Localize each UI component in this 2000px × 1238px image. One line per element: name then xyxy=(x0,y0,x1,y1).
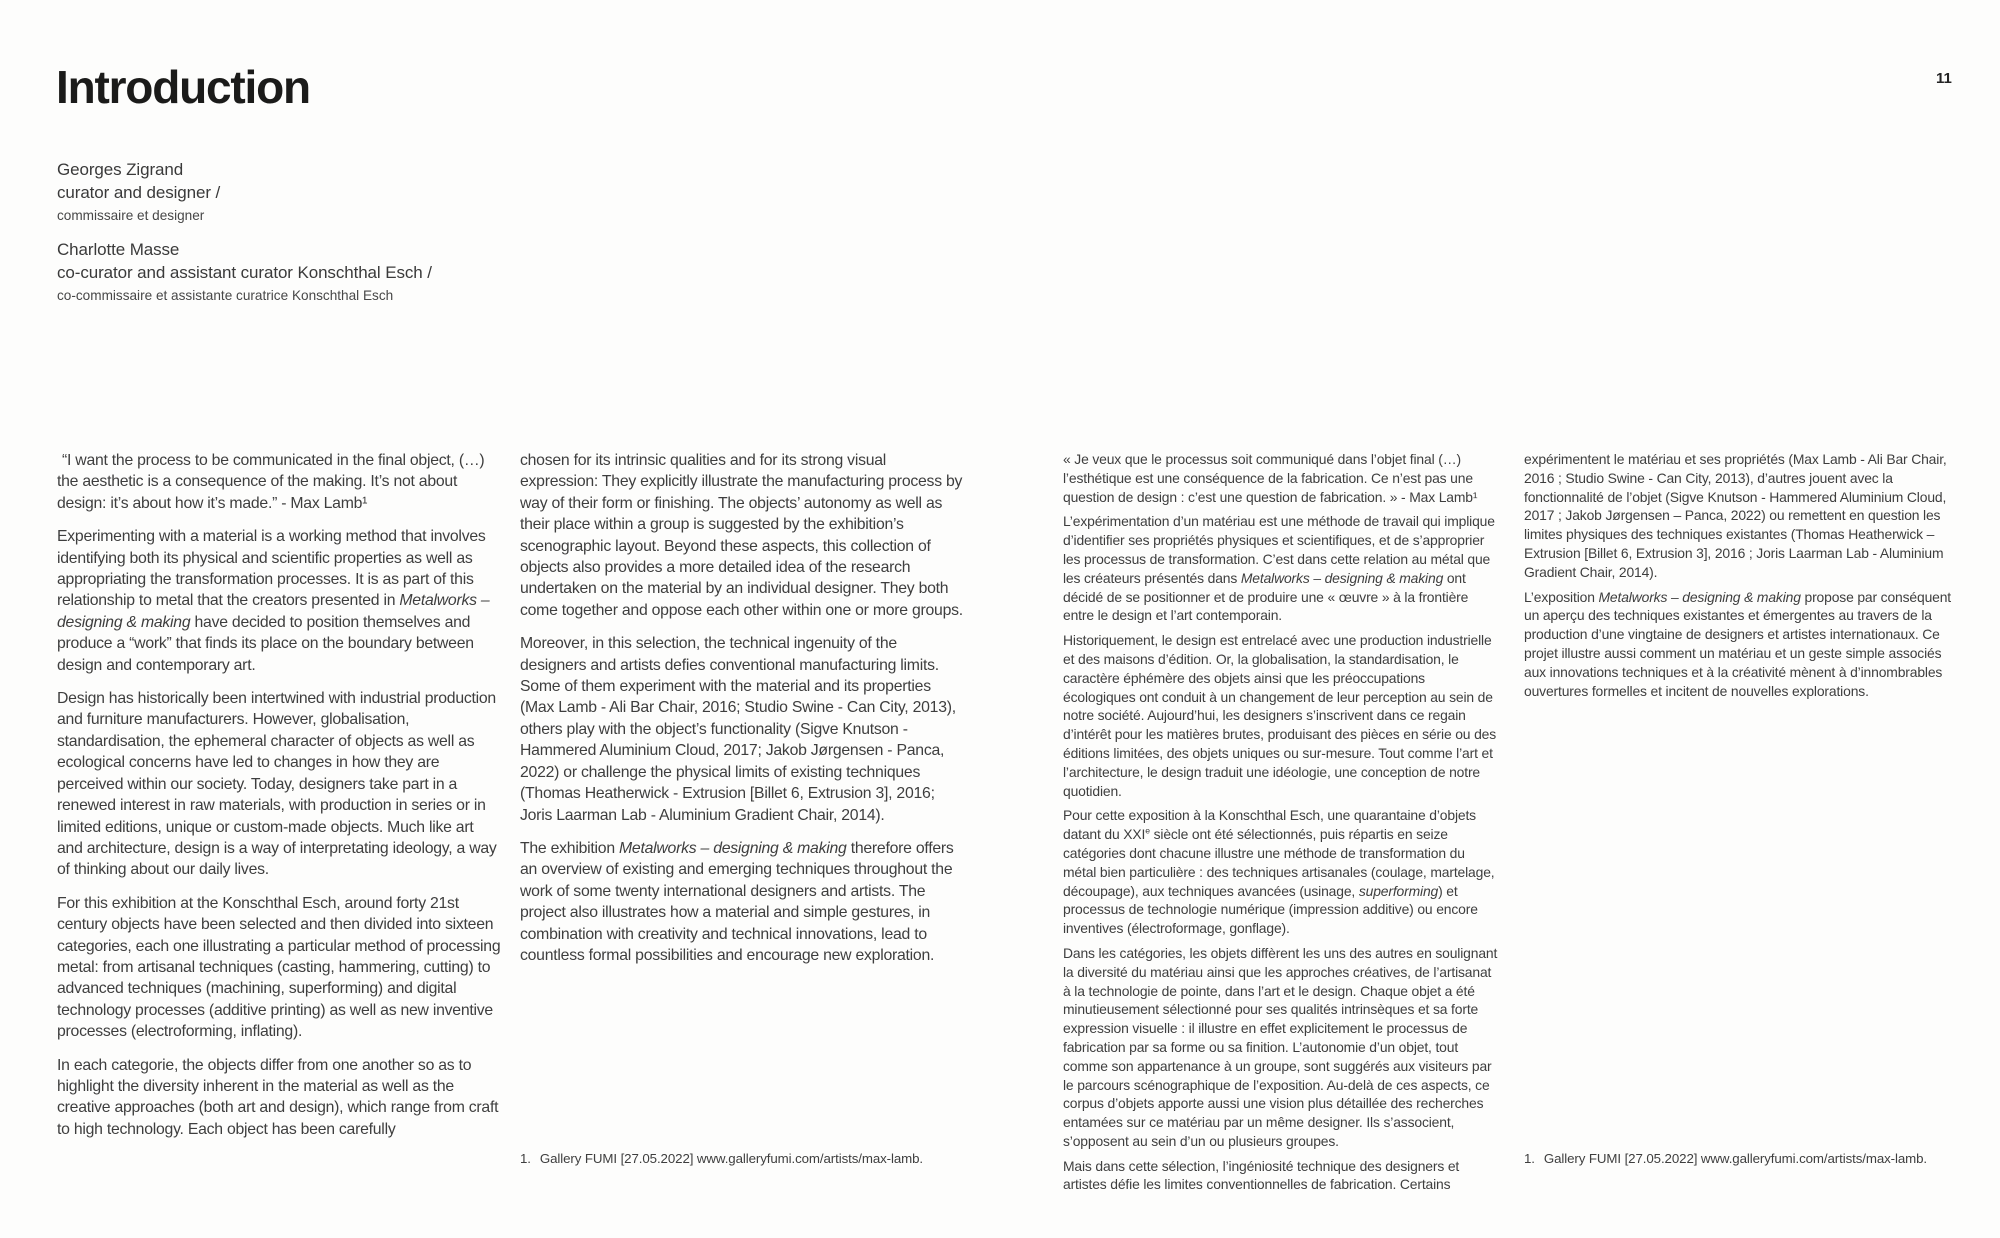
credit-name: Charlotte Masse xyxy=(57,240,180,259)
paragraph: Historiquement, le design est entrelacé avec une production industrielle et des maisons d’édition. Or, la globalisation, la standardisation, le caractère éphémère des objets ainsi que les préoccupations écologiques ont conduit à un changement de leur perception au sein de notre société. Aujourd’hui, les designers s’inscrivent dans ce regain d’intérêt pour les matières brutes, produisant des pièces en série ou des éditions limitées, des objets uniques ou sur-mesure. Tout comme l’art et l’architecture, le design traduit une idéologie, une conception de notre quotidien. xyxy=(1063,632,1497,799)
paragraph: Pour cette exposition à la Konschthal Esch, une quarantaine d’objets datant du XXIe siècle ont été sélectionnés, puis répartis en seize catégories dont chacune illustre une méthode de transformation du métal bien particulière : des techniques artisanales (coulage, martelage, découpage), aux techniques avancées (usinage, superforming) et processus de technologie numérique (impression additive) ou encore inventives (électroformage, gonflage). xyxy=(1063,807,1495,937)
footnote-french xyxy=(1524,1150,1927,1168)
page-title: Introduction xyxy=(56,61,310,113)
credit-name: Georges Zigrand xyxy=(57,160,184,179)
paragraph: L’exposition Metalworks – designing & making propose par conséquent un aperçu des techniques existantes et émergentes au travers de la production d’une vingtaine de designers et artistes internationaux. Ce projet illustre aussi comment un matériau et un geste simple associés aux innovations techniques et à la créativité mènent à d’innombrables ouvertures formelles et incitent de nouvelles explorations. xyxy=(1524,588,1952,699)
column-french-2 xyxy=(1524,450,1960,706)
page-number: 11 xyxy=(1936,70,1952,87)
footnote-number: 1. xyxy=(1524,1151,1535,1166)
column-english-2 xyxy=(520,450,966,978)
credit-entry xyxy=(57,158,657,225)
paragraph: Design has historically been intertwined with industrial production and furniture manufacturers. However, globalisation, standardisation, the ephemeral character of objects as well as ecological concerns have led to changes in how they are perceived within our society. Today, designers take part in a renewed interest in raw materials, with production in series or in limited editions, unique or custom-made objects. Much like art and architecture, design is a way of interpretating ideology, a way of thinking about our daily lives. xyxy=(57,690,497,879)
paragraph: Moreover, in this selection, the technical ingenuity of the designers and artists defies conventional manufacturing limits. Some of them experiment with the material and its properties (Max Lamb - Ali Bar Chair, 2016; Studio Swine - Can City, 2013), others play with the object’s functionality (Sigve Knutson - Hammered Aluminium Cloud, 2017; Jakob Jørgensen - Panca, 2022) or challenge the physical limits of existing techniques (Thomas Heatherwick - Extrusion [Billet 6, Extrusion 3], 2016; Joris Laarman Lab - Aluminium Gradient Chair, 2014). xyxy=(520,635,956,824)
footnote-english xyxy=(520,1150,923,1168)
paragraph: “I want the process to be communicated in the final object, (…) the aesthetic is a consequence of the making. It’s not about design: it’s about how it’s made.” - Max Lamb¹ xyxy=(57,452,485,512)
paragraph: L’expérimentation d’un matériau est une méthode de travail qui implique d’identifier ses propriétés physiques et scientifiques, et de s’approprier les processus de transformation. C’est dans cette relation au métal que les créateurs présentés dans Metalworks – designing & making ont décidé de se positionner et de produire une « œuvre » à la frontière entre le design et l’art contemporain. xyxy=(1063,513,1495,624)
credit-role-english: curator and designer / xyxy=(57,183,221,202)
paragraph: The exhibition Metalworks – designing & making therefore offers an overview of existing and emerging techniques throughout the work of some twenty international designers and artists. The project also illustrates how a material and simple gestures, in combination with creativity and technical innovations, lead to countless formal possibilities and encourage new exploration. xyxy=(520,839,954,964)
paragraph: Dans les catégories, les objets diffèrent les uns des autres en soulignant la diversité du matériau ainsi que les approches créatives, de l’artisanat à la technologie de pointe, dans l’art et le design. Chaque objet a été minutieusement sélectionné pour ses qualités intrinsèques et sa forte expression visuelle : il illustre en effet explicitement le processus de fabrication par sa forme ou sa finition. L’autonomie d’un objet, tout comme son appartenance à un groupe, sont suggérés aux visiteurs par le parcours scénographique de l’exposition. Au-delà de ces aspects, ce corpus d’objets apporte aussi une vision plus détaillée des recherches entamées sur ce matériau par un même designer. Ils s’associent, s’opposent au sein d’un ou plusieurs groupes. xyxy=(1063,944,1498,1149)
credit-role-french: commissaire et designer xyxy=(57,208,205,223)
credits-block xyxy=(57,158,657,318)
footnote-text: Gallery FUMI [27.05.2022] www.galleryfumi.com/artists/max-lamb. xyxy=(1543,1151,1928,1166)
credit-entry xyxy=(57,238,657,305)
paragraph: expérimentent le matériau et ses propriétés (Max Lamb - Ali Bar Chair, 2016 ; Studio Swine - Can City, 2013), d’autres jouent avec la fonctionnalité de l’objet (Sigve Knutson - Hammered Aluminium Cloud, 2017 ; Jakob Jørgensen – Panca, 2022) ou remettent en question les limites physiques des techniques existantes (Thomas Heatherwick – Extrusion [Billet 6, Extrusion 3], 2016 ; Joris Laarman Lab - Aluminium Gradient Chair, 2014). xyxy=(1524,451,1947,580)
column-english-1 xyxy=(57,450,503,1152)
footnote-number: 1. xyxy=(520,1151,531,1166)
paragraph: For this exhibition at the Konschthal Esch, around forty 21st century objects have been selected and then divided into sixteen categories, each one illustrating a particular method of processing metal: from artisanal techniques (casting, hammering, cutting) to advanced techniques (machining, superforming) and digital technology processes (additive printing) as well as new inventive processes (electroforming, inflating). xyxy=(57,894,501,1041)
column-french-1 xyxy=(1063,450,1499,1200)
paragraph: Mais dans cette sélection, l’ingéniosité technique des designers et artistes défie les limites conventionnelles de fabrication. Certains xyxy=(1063,1157,1460,1193)
paragraph: Experimenting with a material is a working method that involves identifying both its physical and scientific properties as well as appropriating the transformation processes. It is as part of this relationship to metal that the creators presented in Metalworks – designing & making have decided to position themselves and produce a “work” that finds its place on the boundary between design and contemporary art. xyxy=(57,528,490,674)
footnote-text: Gallery FUMI [27.05.2022] www.galleryfumi.com/artists/max-lamb. xyxy=(539,1151,924,1166)
paragraph: chosen for its intrinsic qualities and for its strong visual expression: They explicitly illustrate the manufacturing process by way of their form or finishing. The objects’ autonomy as well as their place within a group is suggested by the exhibition’s scenographic layout. Beyond these aspects, this collection of objects also provides a more detailed idea of the research undertaken on the material by an individual designer. They both come together and oppose each other within one or more groups. xyxy=(520,452,963,619)
credit-role-french: co-commissaire et assistante curatrice Konschthal Esch xyxy=(57,288,394,303)
paragraph: In each categorie, the objects differ from one another so as to highlight the diversity inherent in the material as well as the creative approaches (both art and design), which range from craft to high technology. Each object has been carefully xyxy=(57,1056,499,1138)
credit-role-english: co-curator and assistant curator Konschthal Esch / xyxy=(57,263,432,282)
paragraph: « Je veux que le processus soit communiqué dans l’objet final (…) l’esthétique est une conséquence de la fabrication. Ce n’est pas une question de design : c’est une question de fabrication. » - Max Lamb¹ xyxy=(1063,451,1478,505)
